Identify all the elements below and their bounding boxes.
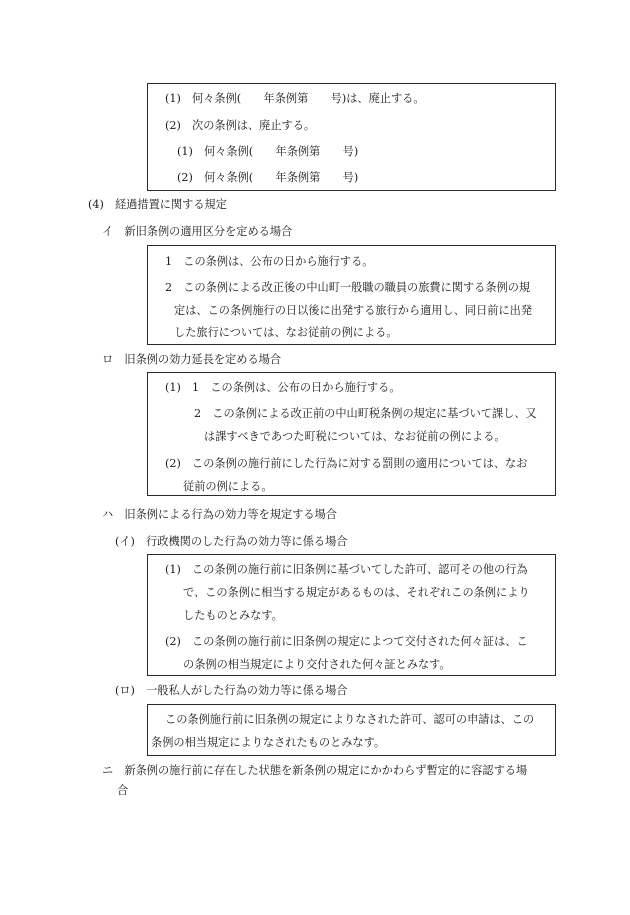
box-i-line-2b: 定は、この条例施行の日以後に出発する旅行から適用し、同日前に出発 [174, 304, 533, 317]
box-i-line-2c: した旅行については、なお従前の例による。 [174, 326, 398, 339]
section-4-heading: (4) 経過措置に関する規定 [88, 198, 227, 211]
box-ha-a-line-2a: (2) この条例の施行前に旧条例の規定によつて交付された何々証は、こ [165, 635, 528, 648]
subsection-ha-heading: ハ 旧条例による行為の効力等を規定する場合 [102, 508, 337, 521]
box1-subitem-1: (1) 何々条例( 年条例第 号) [177, 145, 359, 158]
box-ro-line-2b: は課すべきであつた町税については、なお従前の例による。 [204, 430, 506, 443]
box-i-line-2a: 2 この条例による改正後の中山町一般職の職員の旅費に関する条例の規 [165, 281, 531, 294]
box-ha-a-line-1c: したものとみなす。 [183, 609, 283, 622]
box-ha-a-line-1b: で、この条例に相当する規定があるものは、それぞれこの条例により [183, 586, 530, 599]
box-i-line-1: 1 この条例は、公布の日から施行する。 [165, 255, 374, 268]
box-ha-a-line-2b: の条例の相当規定により交付された何々証とみなす。 [183, 658, 451, 671]
subsection-ni-heading-continued: 合 [117, 784, 129, 797]
subsection-ha-a-heading: (イ) 行政機関のした行為の効力等に係る場合 [115, 535, 348, 548]
box1-subitem-2: (2) 何々条例( 年条例第 号) [177, 171, 359, 184]
subsection-ro-heading: ロ 旧条例の効力延長を定める場合 [102, 353, 282, 366]
box-ro-line-3a: (2) この条例の施行前にした行為に対する罰則の適用については、なお [165, 457, 528, 470]
box1-item-2: (2) 次の条例は、廃止する。 [165, 119, 316, 132]
subsection-i-heading: イ 新旧条例の適用区分を定める場合 [102, 225, 293, 238]
box-ro-line-2a: 2 この条例による改正前の中山町税条例の規定に基づいて課し、又 [194, 407, 537, 420]
box-ha-b-line-2: 条例の相当規定によりなされたものとみなす。 [151, 736, 386, 749]
box-ro-line-3b: 従前の例による。 [183, 480, 273, 493]
box-ha-a-line-1a: (1) この条例の施行前に旧条例に基づいてした許可、認可その他の行為 [165, 563, 528, 576]
box-ro-line-1: (1) 1 この条例は、公布の日から施行する。 [165, 381, 401, 394]
subsection-ni-heading: ニ 新条例の施行前に存在した状態を新条例の規定にかかわらず暫定的に容認する場 [102, 764, 528, 777]
box1-item-1: (1) 何々条例( 年条例第 号)は、廃止する。 [165, 92, 425, 105]
box-ha-b-line-1: この条例施行前に旧条例の規定によりなされた許可、認可の申請は、この [165, 713, 535, 726]
subsection-ha-b-heading: (ロ) 一般私人がした行為の効力等に係る場合 [115, 684, 348, 697]
